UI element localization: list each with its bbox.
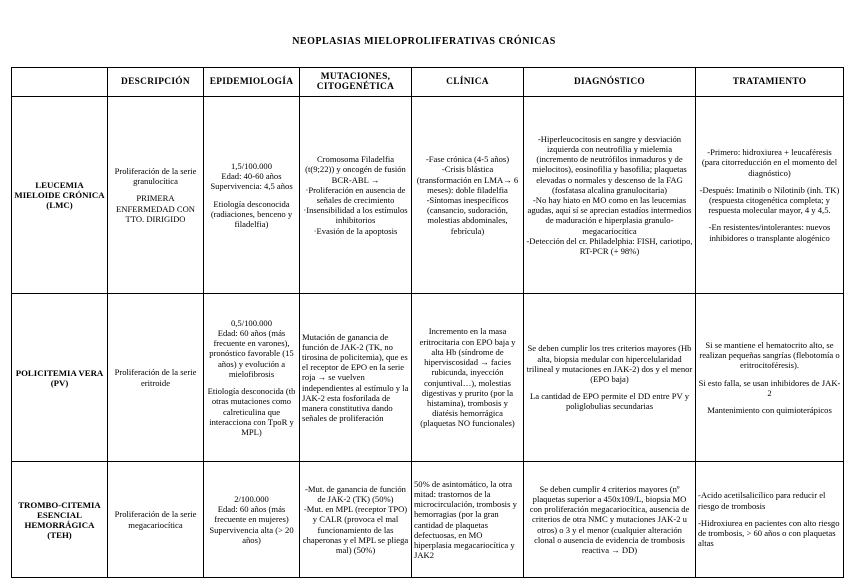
text-line: Mutación de ganancia de función de JAK-2 (TK, no tirosina de policitemia), que es el receptor de EPO en la serie roja → se vuelven independientes al estímulo y la JAK-2 esta fosforilada de manera constitutiva dando señales de proliferación: [302, 331, 409, 424]
text-line: -Mut. de ganancia de función de JAK-2 (TK) (50%): [305, 483, 406, 504]
text-line: -Mut. en MPL (receptor TPO) y CALR (provoca el mal funcionamiento de las chaperonas y el MPL se pliega mal) (50%): [302, 504, 409, 555]
text-line: Supervivencia: 4,5 años: [210, 181, 293, 192]
text-line: Etiología desconocida (radiaciones, benceno y filadelfia): [210, 198, 293, 229]
text-line: -Primero: hidroxiurea + leucaféresis (para citorreducción en el momento del diagnóstico): [701, 147, 838, 178]
table-row-teh: [12, 462, 844, 578]
text-line: -Fase crónica (4-5 años): [425, 154, 510, 165]
header-tratamiento: TRATAMIENTO: [696, 68, 844, 97]
text-line: -Hiperleucocitosis en sangre y desviación izquierda con neutrofilia y mielemia (incremento de neutrófilos inmaduros y de mielocitos), eosinofilia y basofilia; plaquetas elevadas o normales y descenso de la FAG (fosfatasa alcalina granulocitaria): [532, 133, 687, 195]
text-line: Edad: 60 años (más frecuente en varones), pronóstico favorable (15 años) y evolución a mielofibrosis: [209, 328, 294, 379]
cell-diagnostico: [524, 462, 696, 578]
cell-diagnostico: [524, 294, 696, 462]
text-line: -Síntomas inespecíficos (cansancio, sudoración, molestias abdominales, febrícula): [426, 195, 509, 236]
cell-tratamiento: [696, 294, 844, 462]
cell-tratamiento: [696, 462, 844, 578]
text-line: Si esto falla, se usan inhibidores de JAK-2: [698, 377, 841, 398]
text-line: 50% de asintomático, la otra mitad: trastornos de la microcirculación, trombosis y hemorragias (por la gran cantidad de plaquetas defectuosas, en MO hiperplasia megacariocítica y JAK2: [414, 478, 517, 561]
text-line: -Crisis blástica (transformación en LMA→ 6 meses): doble filadelfia: [416, 164, 519, 195]
text-line: Proliferación de la serie megacariocítica: [114, 509, 197, 530]
cell-mutaciones: [300, 462, 412, 578]
cell-epidemiologia: [204, 294, 300, 462]
cell-descripcion: [108, 294, 204, 462]
text-line: -Acido acetilsalicílico para reducir el riesgo de trombosis: [698, 490, 826, 511]
row-name: POLICITEMIA VERA (PV): [12, 294, 108, 462]
cell-epidemiologia: [204, 97, 300, 294]
text-line: -Hidroxiurea en pacientes con alto riesgo de trombosis, > 60 años o con plaquetas altas: [698, 517, 840, 549]
header-clinica: CLÍNICA: [412, 68, 524, 97]
cell-clinica: [412, 97, 524, 294]
header-descripcion: DESCRIPCIÓN: [108, 68, 204, 97]
text-line: Mantenimiento con quimioterápicos: [707, 404, 832, 415]
cell-clinica: [412, 294, 524, 462]
text-line: 2/100.000: [234, 493, 269, 504]
cell-mutaciones: [300, 294, 412, 462]
text-line: Se deben cumplir 4 criterios mayores (nº plaquetas superior a 450x109/L, biopsia MO con proliferación megacariocítica, ausencia de criterios de otra NMC y mutaciones JAK-2 u otros) o 3 y el menor (cualquier alteración clonal o ausencia de evidencia de trombosis reactiva → DD): [529, 483, 690, 555]
text-line: Supervivencia alta (> 20 años): [209, 524, 294, 545]
page-title: NEOPLASIAS MIELOPROLIFERATIVAS CRÓNICAS: [292, 36, 556, 47]
cell-clinica: [412, 462, 524, 578]
header-mutaciones: MUTACIONES, CITOGENÉTICA: [300, 68, 412, 97]
text-line: Proliferación de la serie eritroide: [114, 367, 197, 388]
text-line: Cromosoma Filadelfia (t(9;22)) y oncogén de fusión BCR-ABL →: [305, 154, 406, 185]
table-row-pv: [12, 294, 844, 462]
text-line: Proliferación de la serie granulocítica: [114, 165, 197, 187]
text-line: Si se mantiene el hematocrito alto, se realizan pequeñas sangrías (flebotomía o eritrocitoféresis).: [699, 339, 840, 371]
text-line: -No hay hiato en MO como en las leucemias agudas, aquí sí se aprecian estadíos intermedios de maduración e hiperplasia granulo-megacariocítica: [527, 195, 692, 236]
text-line: -En resistentes/intolerantes: nuevos inhibidores o transplante alogénico: [708, 222, 831, 243]
header-row: [12, 68, 844, 97]
text-line: Edad: 40-60 años: [221, 171, 282, 182]
cell-descripcion: [108, 97, 204, 294]
row-name: LEUCEMIA MIELOIDE CRÓNICA (LMC): [12, 97, 108, 294]
text-line: 0,5/100.000: [230, 317, 273, 328]
header-diagnostico: DIAGNÓSTICO: [524, 68, 696, 97]
text-line: Etiología desconocida (tb otras mutaciones como calreticulina que interacciona con TpoR y MPL): [207, 386, 296, 437]
text-line: PRIMERA ENFERMEDAD CON TTO. DIRIGIDO: [115, 193, 196, 224]
cell-tratamiento: [696, 97, 844, 294]
text-line: ·Insensibilidad a los estímulos inhibitorios: [303, 205, 408, 226]
text-line: 1,5/100.000: [230, 160, 273, 171]
text-line: La cantidad de EPO permite el DD entre PV y poliglobulias secundarias: [529, 391, 690, 412]
text-line: Se deben cumplir los tres criterios mayores (Hb alta, biopsia medular con hipercelularidad trilineal y mutaciones en JAK-2) dos y el menor (EPO baja): [526, 343, 693, 384]
text-line: Edad: 60 años (más frecuente en mujeres): [214, 504, 289, 525]
text-line: -Detección del cr. Philadelphia: FISH, cariotipo, RT-PCR (+ 98%): [526, 235, 693, 257]
cell-mutaciones: [300, 97, 412, 294]
text-line: Incremento en la masa eritrocitaria con EPO baja y alta Hb (síndrome de hiperviscosidad → facies rubicunda, inyección conjuntival…), molestias digestivas y prurito (por la histamina), trombosis y diatésis hemorrágica (plaquetas NO funcionales): [419, 326, 516, 429]
cell-descripcion: [108, 462, 204, 578]
cell-diagnostico: [524, 97, 696, 294]
neoplasias-table: [11, 67, 844, 578]
table-row-lmc: [12, 97, 844, 294]
header-epidemiologia: EPIDEMIOLOGÍA: [204, 68, 300, 97]
cell-epidemiologia: [204, 462, 300, 578]
text-line: -Después: Imatinib o Nilotinib (inh. TK) (respuesta citogenética completa; y respuesta molecular mayor, 4 y 4,5.: [699, 184, 840, 216]
text-line: ·Proliferación en ausencia de señales de crecimiento: [305, 184, 406, 205]
header-empty: [12, 68, 108, 97]
row-name: TROMBO-CITEMIA ESENCIAL HEMORRÁGICA (TEH): [12, 462, 108, 578]
text-line: ·Evasión de la apoptosis: [313, 225, 398, 236]
